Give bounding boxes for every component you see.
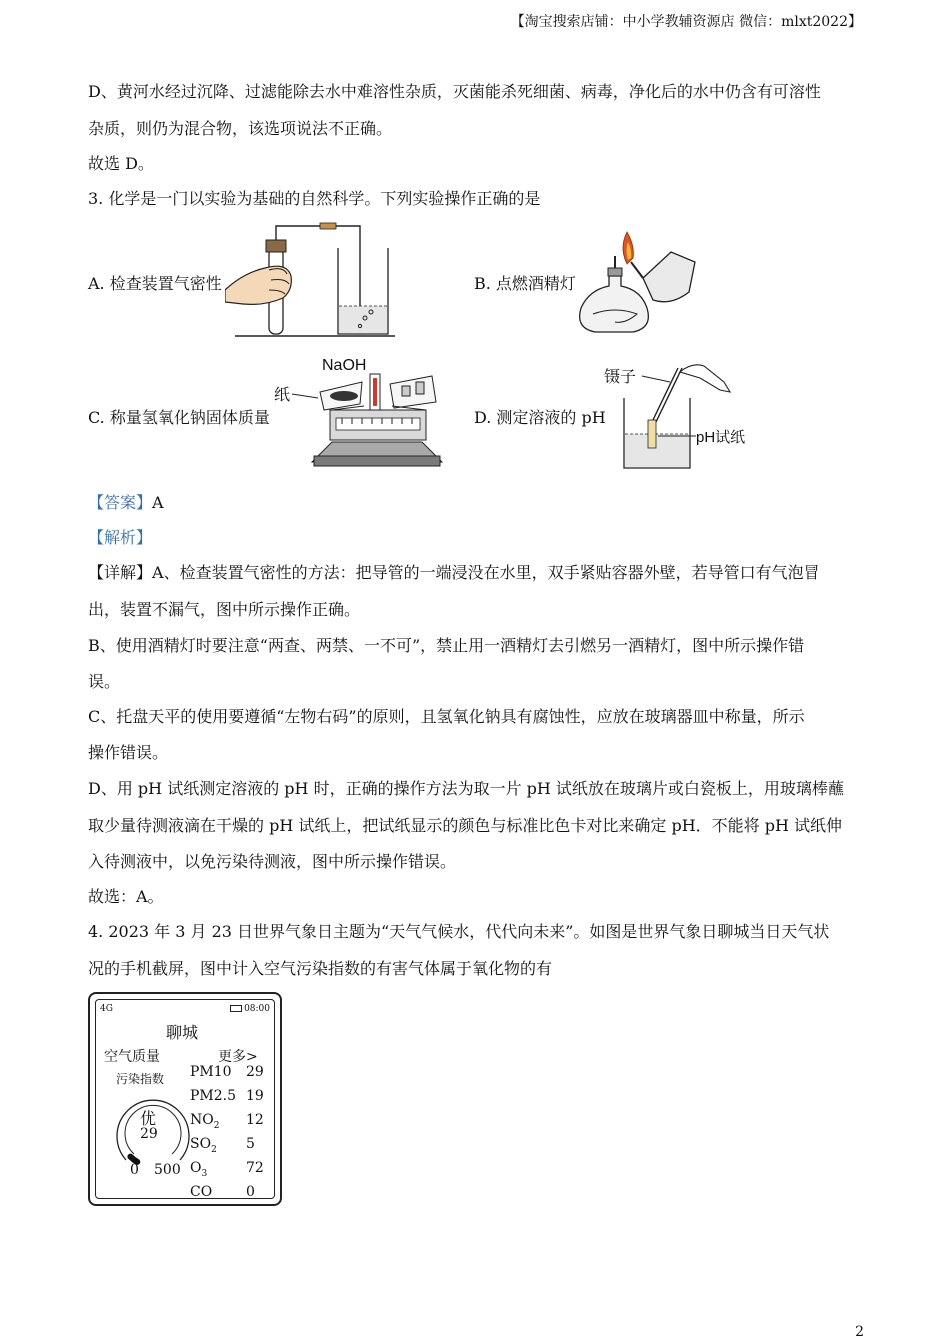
answer-tag: 【答案】: [88, 493, 153, 512]
question-3-stem: 3. 化学是一门以实验为基础的自然科学。下列实验操作正确的是: [88, 189, 541, 208]
answer-line: [88, 493, 164, 513]
pollutant-value: 29: [246, 1064, 264, 1080]
time-text: 08:00: [244, 1004, 270, 1014]
balance-weighing-figure: [272, 352, 447, 472]
option-b-label: B. 点燃酒精灯: [474, 274, 576, 293]
more-link: 更多>: [218, 1049, 258, 1065]
detail-a-line-1: [88, 563, 820, 583]
pollutant-row: [190, 1184, 266, 1203]
pollutant-row: [190, 1136, 266, 1155]
aqi-level: 优: [140, 1109, 157, 1128]
answer-value: A: [152, 493, 164, 512]
air-quality-label: 空气质量: [104, 1049, 160, 1065]
question-4-line-1: 4. 2023 年 3 月 23 日世界气象日主题为“天气气候水，代代向未来”。如图是世界气象日聊城当日天气状: [88, 922, 830, 941]
alcohol-lamp-figure: [575, 228, 700, 340]
gauge-min: 0: [130, 1162, 139, 1178]
pollutant-name: PM10: [190, 1064, 232, 1080]
detail-a-line-2: 出，装置不漏气，图中所示操作正确。: [88, 600, 361, 619]
detail-b-line-2: 误。: [88, 672, 121, 691]
detail-a-text: A、检查装置气密性的方法：把导管的一端浸没在水里，双手紧贴容器外壁，若导管口有气泡冒: [152, 563, 820, 582]
pollutant-value: 72: [246, 1160, 264, 1176]
signal-indicator: 4G: [100, 1004, 113, 1014]
option-a-label: A. 检查装置气密性: [88, 274, 222, 293]
gauge-max: 500: [154, 1162, 181, 1178]
paragraph-d-line-2: 杂质，则仍为混合物，该选项说法不正确。: [88, 119, 393, 138]
detail-d-line-3: 入待测液中，以免污染待测液，图中所示操作错误。: [88, 852, 457, 871]
naoh-label: NaOH: [322, 357, 367, 374]
detail-tag: 【详解】: [88, 563, 153, 582]
ph-test-figure: [600, 352, 760, 474]
pollutant-subscript: 3: [201, 1168, 208, 1179]
pollutant-name: NO: [190, 1112, 214, 1128]
status-time: [230, 1004, 270, 1014]
analysis-tag: 【解析】: [88, 528, 153, 547]
aqi-value: 29: [140, 1126, 158, 1142]
pollutant-name: CO: [190, 1184, 213, 1200]
option-d-label: D. 测定溶液的 pH: [474, 408, 606, 427]
choose-d-text: 故选 D。: [88, 154, 154, 173]
pollutant-name: O: [190, 1160, 202, 1176]
pollutant-value: 0: [246, 1184, 255, 1200]
pollutant-row: [190, 1088, 266, 1107]
airtightness-check-figure: [225, 218, 400, 340]
pollutant-row: [190, 1064, 266, 1083]
paper-label: 纸: [274, 387, 291, 404]
question-4-line-2: 况的手机截屏，图中计入空气污染指数的有害气体属于氧化物的有: [88, 959, 553, 978]
page-number: 2: [855, 1324, 864, 1340]
detail-c-line-2: 操作错误。: [88, 743, 169, 762]
battery-icon: [230, 1005, 242, 1012]
pollutant-name: PM2.5: [190, 1088, 237, 1104]
detail-c-line-1: C、托盘天平的使用要遵循“左物右码”的原则，且氢氧化钠具有腐蚀性，应放在玻璃器皿中称量，所示: [88, 707, 805, 726]
pollutant-subscript: 2: [213, 1120, 220, 1131]
pollution-index-label: 污染指数: [116, 1072, 165, 1086]
pollutant-name: SO: [190, 1136, 212, 1152]
tweezers-label: 镊子: [604, 369, 637, 386]
detail-d-line-2: 取少量待测液滴在干燥的 pH 试纸上，把试纸显示的颜色与标准比色卡对比来确定 pH．不能将 pH 试纸伸: [88, 816, 843, 835]
detail-d-line-1: D、用 pH 试纸测定溶液的 pH 时，正确的操作方法为取一片 pH 试纸放在玻璃片或白瓷板上，用玻璃棒蘸: [88, 779, 844, 798]
choose-a-text: 故选：A。: [88, 887, 164, 906]
pollutant-row: [190, 1160, 266, 1179]
city-name: 聊城: [166, 1023, 199, 1042]
pollutant-row: [190, 1112, 266, 1131]
paragraph-d-line-1: D、黄河水经过沉降、过滤能除去水中难溶性杂质，灭菌能杀死细菌、病毒，净化后的水中仍含有可溶性: [88, 82, 821, 101]
phone-screen: [95, 999, 275, 1199]
option-c-label: C. 称量氢氧化钠固体质量: [88, 408, 270, 427]
ph-paper-label: pH试纸: [696, 429, 746, 446]
pollutant-value: 19: [246, 1088, 264, 1104]
pollutant-value: 12: [246, 1112, 264, 1128]
page-header: 【淘宝搜索店铺：中小学教辅资源店 微信：mlxt2022】: [510, 14, 862, 30]
pollutant-subscript: 2: [211, 1144, 217, 1155]
pollutant-value: 5: [246, 1136, 255, 1152]
phone-screenshot: [88, 992, 282, 1206]
detail-b-line-1: B、使用酒精灯时要注意“两查、两禁、一不可”，禁止用一酒精灯去引燃另一酒精灯，图中所示操作错: [88, 636, 805, 655]
